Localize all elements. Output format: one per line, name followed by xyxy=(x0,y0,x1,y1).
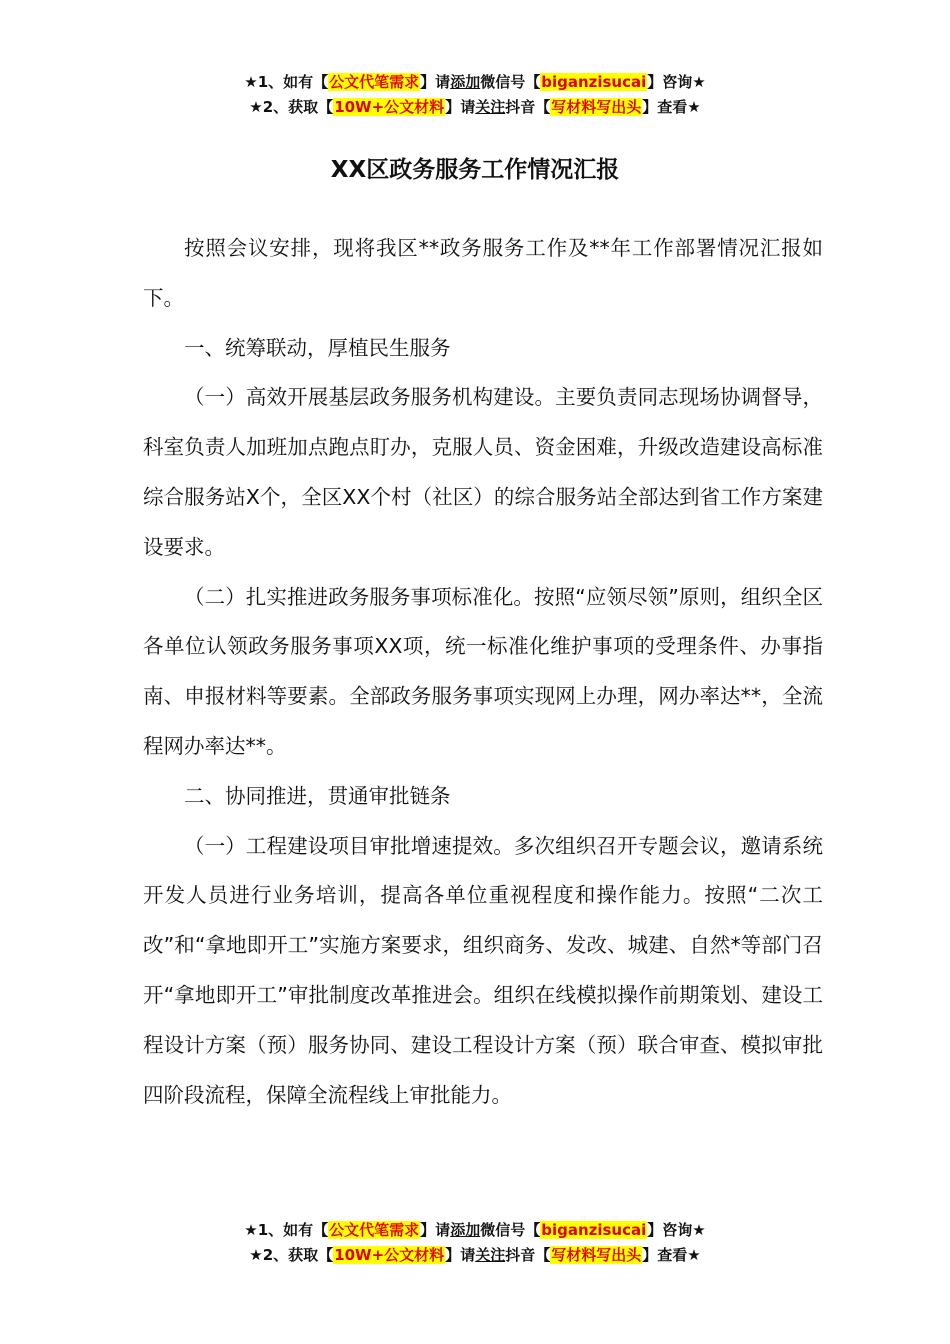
paragraph: （一）高效开展基层政务服务机构建设。主要负责同志现场协调督导，科室负责人加班加点跑点盯办，克服人员、资金困难，升级改造建设高标准综合服务站X个，全区XX个村（社区）的综合服务站全部达到省工作方案建设要求。 xyxy=(143,385,823,559)
footer-banner xyxy=(0,1218,950,1268)
banner-line-1 xyxy=(0,1218,950,1243)
banner-underlined-text: 关注 xyxy=(475,1246,506,1264)
banner-highlight: 写材料写出头 xyxy=(551,98,642,116)
banner-highlight: biganzisucai xyxy=(541,1221,647,1239)
banner-text: 微信号【 xyxy=(480,73,541,91)
banner-highlight: 10W+公文材料 xyxy=(334,1246,445,1264)
banner-highlight: 公文代笔需求 xyxy=(329,73,420,91)
banner-text: 微信号【 xyxy=(480,1221,541,1239)
section-heading-2: 二、协同推进，贯通审批链条 xyxy=(184,783,451,808)
banner-text: ★1、如有【 xyxy=(244,73,329,91)
banner-line-1 xyxy=(0,70,950,95)
banner-line-2 xyxy=(0,95,950,120)
banner-underlined-text: 添加 xyxy=(450,1221,481,1239)
banner-text: 】请 xyxy=(420,1221,451,1239)
document-body xyxy=(143,224,823,1120)
section-heading-1: 一、统筹联动，厚植民生服务 xyxy=(184,335,451,360)
banner-text: 】查看★ xyxy=(642,98,701,116)
banner-text: 】请 xyxy=(445,98,476,116)
document-title: XX区政务服务工作情况汇报 xyxy=(330,157,620,183)
banner-line-2 xyxy=(0,1243,950,1268)
banner-text: 】查看★ xyxy=(642,1246,701,1264)
banner-highlight: 公文代笔需求 xyxy=(329,1221,420,1239)
banner-highlight: biganzisucai xyxy=(541,73,647,91)
banner-text: ★2、获取【 xyxy=(249,1246,334,1264)
banner-text: 】咨询★ xyxy=(647,1221,706,1239)
banner-text: 抖音【 xyxy=(505,98,551,116)
banner-underlined-text: 添加 xyxy=(450,73,481,91)
banner-highlight: 10W+公文材料 xyxy=(334,98,445,116)
banner-highlight: 写材料写出头 xyxy=(551,1246,642,1264)
header-banner xyxy=(0,70,950,120)
banner-text: 】咨询★ xyxy=(647,73,706,91)
paragraph: （二）扎实推进政务服务事项标准化。按照“应领尽领”原则，组织全区各单位认领政务服务事项XX项，统一标准化维护事项的受理条件、办事指南、申报材料等要素。全部政务服务事项实现网上办理，网办率达**，全流程网办率达**。 xyxy=(143,584,823,758)
banner-underlined-text: 关注 xyxy=(475,98,506,116)
banner-text: ★2、获取【 xyxy=(249,98,334,116)
banner-text: 】请 xyxy=(445,1246,476,1264)
paragraph-intro: 按照会议安排，现将我区**政务服务工作及**年工作部署情况汇报如下。 xyxy=(143,236,823,310)
paragraph: （一）工程建设项目审批增速提效。多次组织召开专题会议，邀请系统开发人员进行业务培训，提高各单位重视程度和操作能力。按照“二次工改”和“拿地即开工”实施方案要求，组织商务、发改、城建、自然*等部门召开“拿地即开工”审批制度改革推进会。组织在线模拟操作前期策划、建设工程设计方案（预）服务协同、建设工程设计方案（预）联合审查、模拟审批四阶段流程，保障全流程线上审批能力。 xyxy=(143,833,823,1107)
banner-text: ★1、如有【 xyxy=(244,1221,329,1239)
banner-text: 抖音【 xyxy=(505,1246,551,1264)
banner-text: 】请 xyxy=(420,73,451,91)
